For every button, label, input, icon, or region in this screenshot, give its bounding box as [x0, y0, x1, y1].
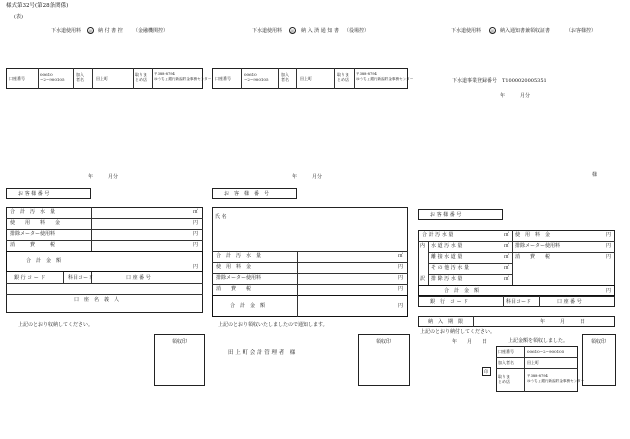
right-left-row-0-label: 合 計 汚 水 量	[422, 232, 454, 238]
right-account-no: 口 座 番 号	[557, 299, 582, 305]
stub-handler-value: 〒388-8794 ゆうちょ銀行新潟貯金事務センター	[154, 72, 212, 81]
receipt-date-line: 年 月分	[500, 93, 531, 99]
notice-seal-icon: ㊞	[290, 29, 295, 34]
right-right-row-2-unit: 円	[606, 254, 612, 260]
notice-subscriber-value: 田上町	[300, 76, 312, 81]
right-stamp-label: 領収印	[591, 339, 607, 345]
right-customer-no-label: お 客 様 番 号	[430, 212, 462, 218]
right-subscriber-value: 田上町	[527, 360, 539, 365]
middle-stamp-label: 領収印	[376, 339, 392, 345]
middle-row-3-label: 消 費 税	[216, 286, 252, 292]
right-left-row-2-unit: ㎥	[504, 254, 510, 260]
middle-manager: 田 上 町 会 計 管 理 者 様	[228, 350, 296, 356]
stub-fee-label: 下水道使用料	[51, 28, 82, 34]
left-row-3-unit: 円	[193, 242, 199, 248]
left-row-0-unit: ㎥	[193, 209, 199, 215]
right-branch-code: 科目コード	[506, 299, 532, 305]
right-account-value: 00610−2−900105	[527, 349, 565, 354]
stub-account-value: 00610 −2−900105	[40, 72, 65, 82]
right-deadline-label: 納 入 期 限	[428, 319, 464, 325]
left-row-2-label: 排除メーター使用料	[10, 231, 56, 237]
right-handler-label: 取りま とめ店	[498, 374, 510, 384]
left-total-unit: 円	[193, 264, 199, 270]
right-total-unit: 円	[606, 288, 612, 294]
middle-customer-no-label: お 客 様 番 号	[224, 191, 270, 197]
notice-subtitle: （役場控）	[344, 28, 370, 34]
right-footer: 上記のとおり納付してください。	[420, 329, 496, 335]
right-date-line: 年 月 日	[452, 339, 488, 345]
middle-name-label: 氏 名	[215, 214, 227, 220]
stub-account-label: 口座番号	[9, 76, 25, 81]
left-holder: 口 座 名 義 人	[74, 297, 120, 303]
side-label: (表)	[14, 14, 23, 20]
notice-handler-label: 取りま とめ店	[337, 72, 349, 82]
right-account-label: 口座番号	[498, 349, 514, 354]
middle-row-1-unit: 円	[398, 264, 404, 270]
receipt-registration: 下水道事業登録番号 T1000020005351	[452, 78, 547, 84]
receipt-subtitle: （お客様控）	[566, 28, 597, 34]
right-left-row-3-unit: ㎥	[504, 265, 510, 271]
stub-subscriber-label: 加入 者名	[76, 72, 84, 82]
right-right-row-1-unit: 円	[606, 243, 612, 249]
left-stamp-label: 領収印	[172, 339, 188, 345]
notice-subscriber-label: 加入 者名	[281, 72, 289, 82]
right-left-row-2-label: 離 接 水 道 量	[431, 254, 463, 260]
middle-row-2-unit: 円	[398, 275, 404, 281]
left-total-label: 合 計 金 額	[26, 258, 62, 264]
left-row-1-label: 使 用 料 金	[10, 220, 61, 226]
right-left-row-1-label: 水 道 汚 水 量	[431, 243, 463, 249]
right-left-row-1-unit: ㎥	[504, 243, 510, 249]
stub-handler-label: 取りま とめ店	[135, 72, 147, 82]
left-customer-no-label: お 客 様 番 号	[18, 191, 50, 197]
left-branch-code: 科目コード	[68, 275, 94, 281]
right-received-text: 上記金額を領収しました。	[508, 338, 569, 344]
middle-row-1-label: 使 用 料 金	[216, 264, 252, 270]
right-total-label: 合 計 金 額	[444, 288, 480, 294]
right-handler-value: 〒388-8794 ゆうちょ銀行新潟貯金事務センター	[527, 374, 585, 383]
left-footer: 上記のとおり収納してください。	[18, 322, 94, 328]
receipt-seal-icon: ㊞	[490, 29, 495, 34]
receipt-fee-label: 下水道使用料	[451, 28, 482, 34]
right-bank-code: 銀 行 コ ー ド	[430, 299, 469, 305]
notice-account-value: 00610 −2−900105	[244, 72, 269, 82]
notice-fee-label: 下水道使用料	[252, 28, 283, 34]
notice-handler-value: 〒388-8794 ゆうちょ銀行新潟貯金事務センター	[356, 72, 414, 81]
left-row-3-label: 消 費 税	[10, 242, 56, 248]
stub-title: 納 付 書 控	[98, 28, 123, 34]
receipt-corner-mark: 様	[592, 172, 598, 178]
right-right-row-0-label: 使 用 料 金	[515, 232, 551, 238]
middle-total-unit: 円	[398, 303, 404, 309]
right-side-label-bottom: 訳	[420, 276, 426, 282]
middle-row-3-unit: 円	[398, 286, 404, 292]
right-side-label-top: 内	[420, 243, 426, 249]
receipt-title: 納入通知書兼領収証書	[500, 28, 551, 34]
form-number: 様式第32号(第28条関係)	[6, 3, 69, 9]
right-subscriber-label: 加入者名	[498, 360, 514, 365]
left-row-1-unit: 円	[193, 220, 199, 226]
right-left-row-4-label: 排 除 汚 水 量	[431, 276, 463, 282]
right-deadline-value: 年 月 日	[540, 319, 586, 325]
right-right-row-1-label: 排除メーター使用料	[515, 243, 561, 249]
left-row-0-label: 合 計 汚 水 量	[10, 209, 56, 215]
notice-title: 納 入 済 通 知 書	[301, 28, 339, 34]
right-left-row-3-label: そ の 他 汚 水 量	[431, 265, 469, 271]
notice-account-label: 口座番号	[215, 76, 231, 81]
stub-subscriber-value: 田上町	[96, 76, 108, 81]
notice-date-line: 年 月分	[292, 174, 323, 180]
middle-row-0-unit: ㎥	[398, 253, 404, 259]
right-seal-char: 印	[484, 369, 488, 374]
stub-subtitle: （金融機関控）	[133, 28, 169, 34]
middle-total-label: 合 計 金 額	[230, 303, 266, 309]
right-right-row-0-unit: 円	[606, 232, 612, 238]
left-row-2-unit: 円	[193, 231, 199, 237]
middle-row-2-label: 排除メーター使用料	[216, 275, 262, 281]
right-left-row-4-unit: ㎥	[504, 276, 510, 282]
left-bank-code: 銀 行 コ ー ド	[14, 275, 46, 281]
stub-seal-icon: ㊞	[88, 29, 93, 34]
middle-footer: 上記のとおり領収いたしましたので通知します。	[218, 322, 328, 328]
right-left-row-0-unit: ㎥	[504, 232, 510, 238]
middle-row-0-label: 合 計 汚 水 量	[216, 253, 262, 259]
stub-date-line: 年 月分	[88, 174, 119, 180]
right-right-row-2-label: 消 費 税	[515, 254, 551, 260]
left-account-no: 口 座 番 号	[126, 275, 151, 281]
